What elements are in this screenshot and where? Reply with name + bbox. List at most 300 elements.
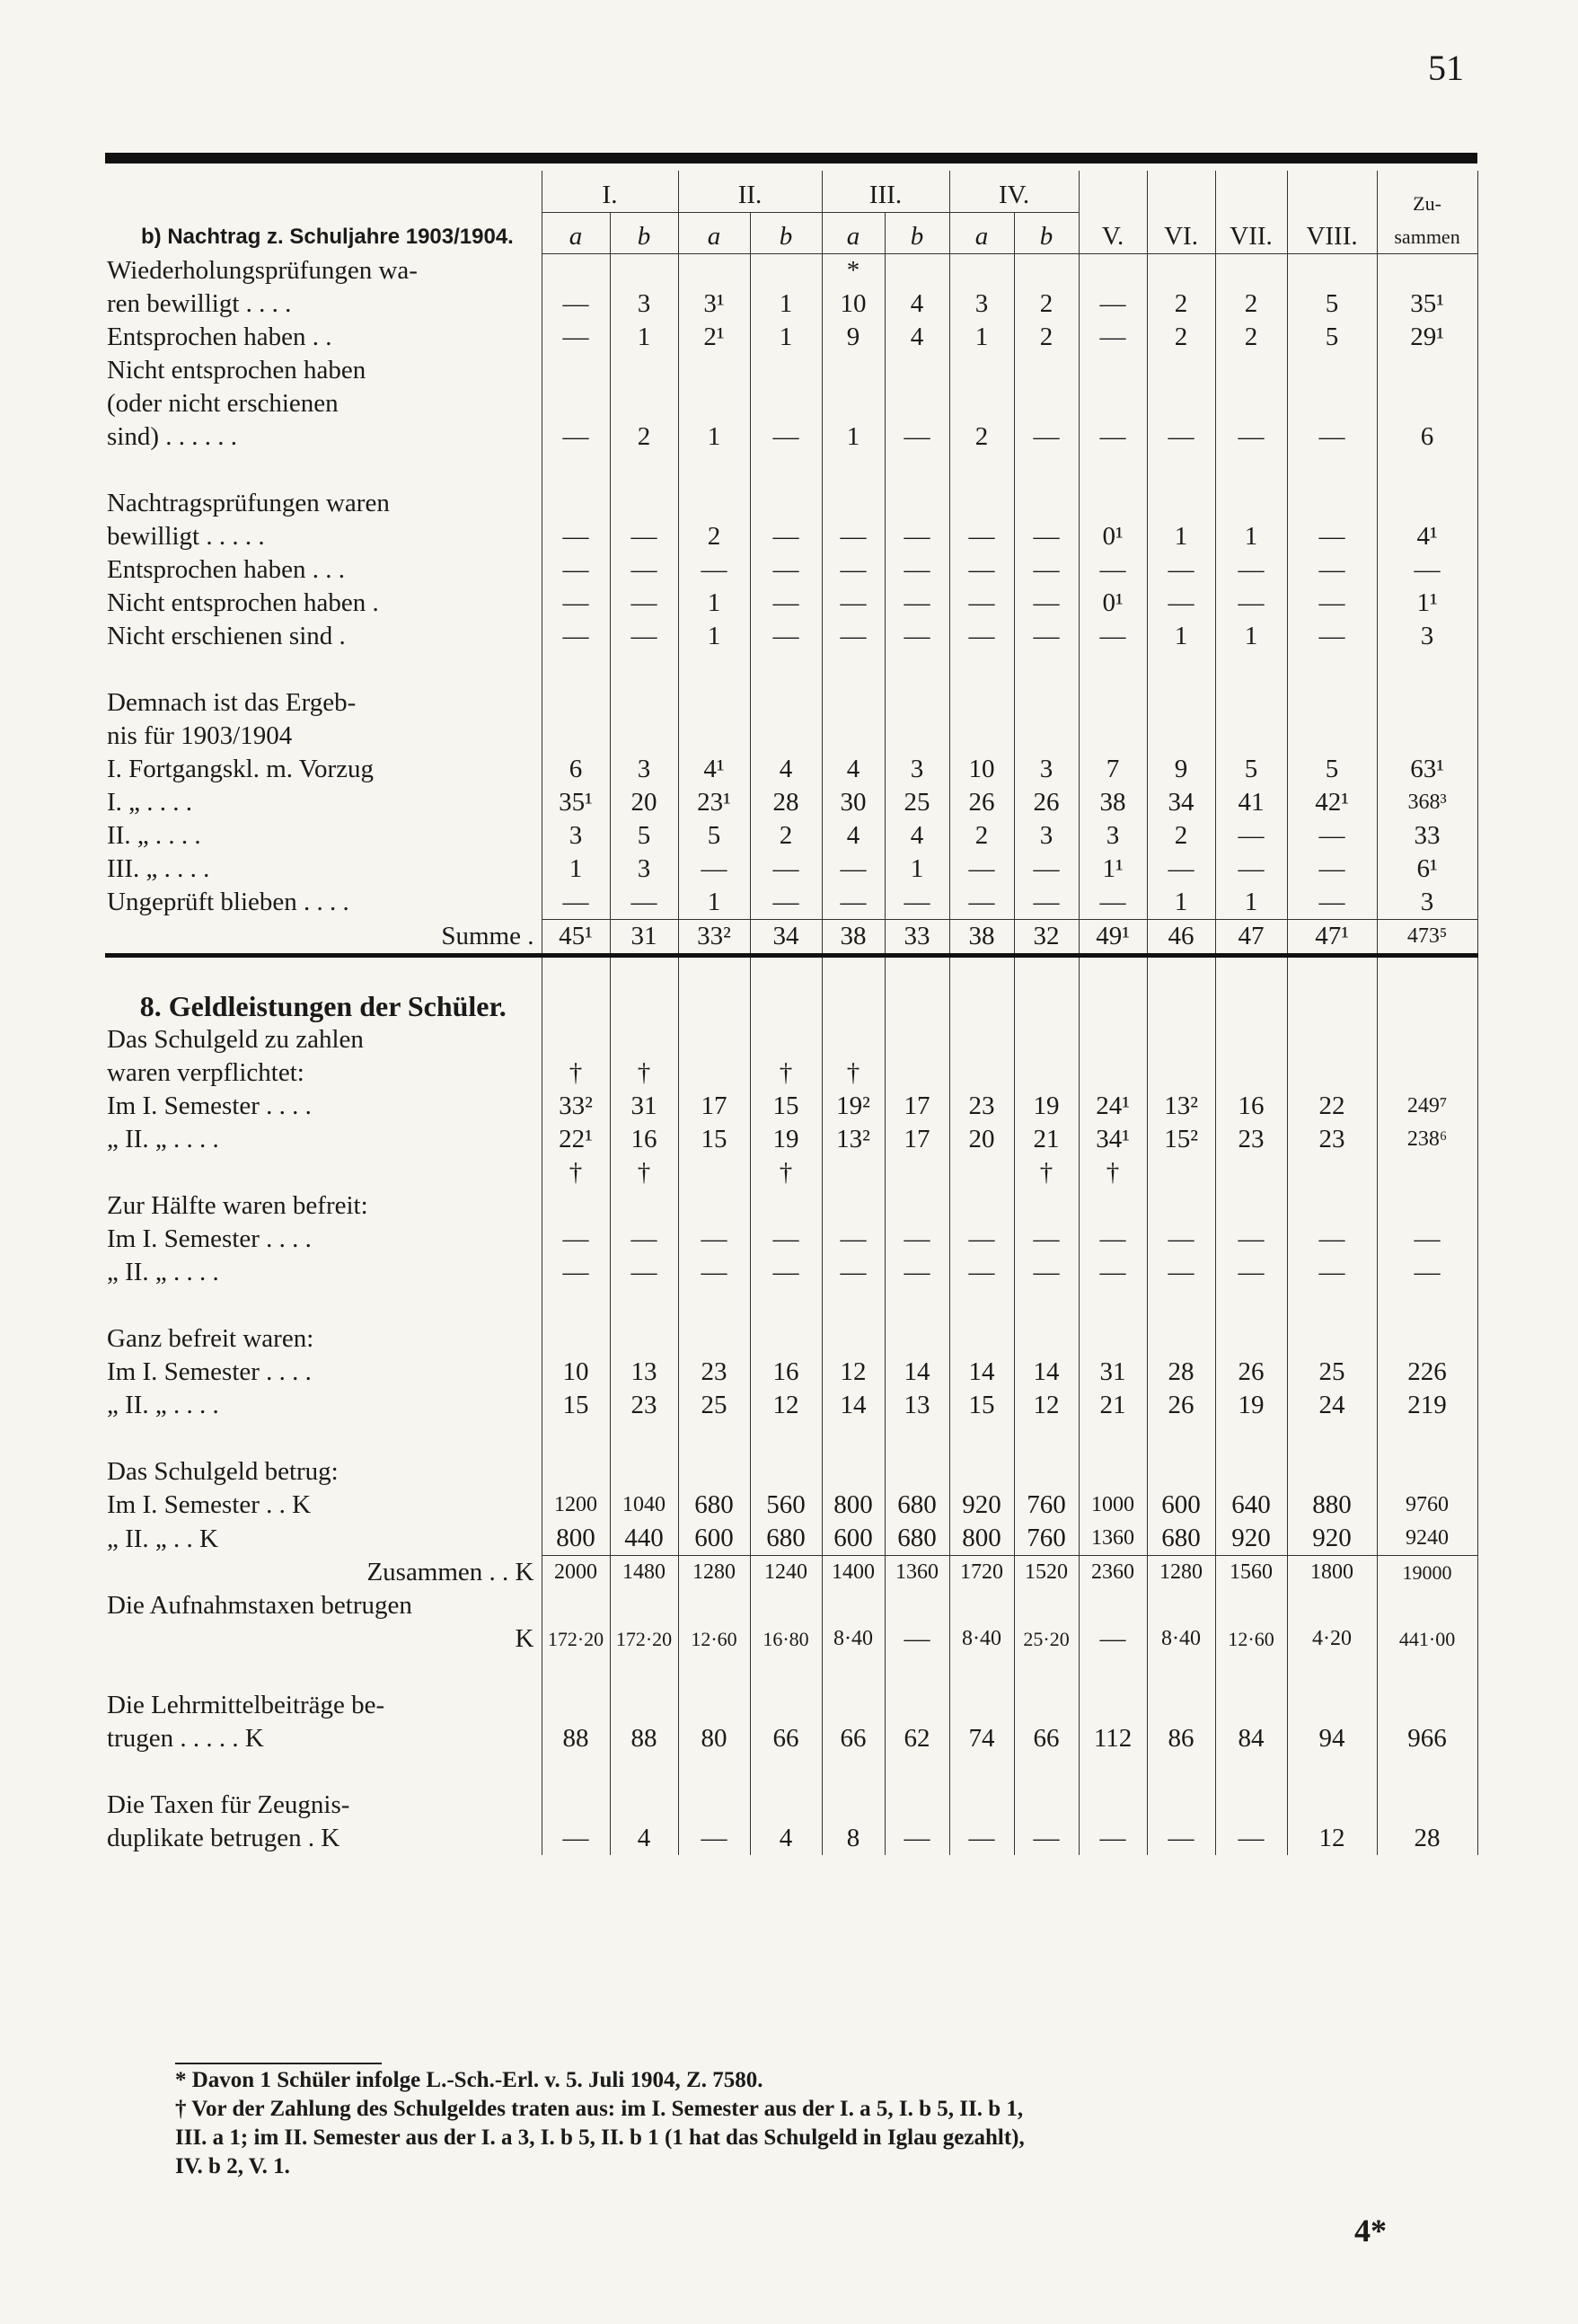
table-cell: — — [1014, 1256, 1079, 1289]
table-cell: — — [610, 1223, 678, 1256]
table-cell — [822, 1023, 885, 1056]
table-cell: 2 — [1014, 321, 1079, 354]
table-cell: 17 — [885, 1090, 949, 1123]
table-cell: — — [1147, 1256, 1215, 1289]
table-cell — [1079, 955, 1147, 1023]
table-cell: 46 — [1147, 919, 1215, 955]
table-cell: 26 — [1014, 786, 1079, 819]
table-cell — [822, 454, 885, 487]
col-group-IV: IV. — [949, 171, 1079, 212]
table-cell — [1079, 1589, 1147, 1622]
row-label: bewilligt . . . . . — [107, 521, 265, 551]
table-cell — [1215, 653, 1287, 686]
table-cell — [1079, 653, 1147, 686]
table-cell: 600 — [822, 1522, 885, 1556]
table-cell: 23¹ — [678, 786, 750, 819]
table-cell: 42¹ — [1287, 786, 1377, 819]
table-cell — [1215, 720, 1287, 753]
table-cell: 1 — [678, 587, 750, 620]
table-cell: 3 — [1014, 753, 1079, 786]
table-cell: — — [1287, 1256, 1377, 1289]
table-cell: 5 — [1287, 287, 1377, 321]
table-cell — [750, 1789, 822, 1822]
table-cell — [542, 1455, 610, 1489]
table-cell: 6 — [1377, 420, 1477, 454]
table-cell: 172·20 — [610, 1622, 678, 1656]
table-cell: 35¹ — [542, 786, 610, 819]
table-cell — [949, 387, 1014, 420]
table-cell — [1377, 653, 1477, 686]
table-row — [105, 253, 1477, 287]
table-cell — [949, 1156, 1014, 1189]
row-label: „ II. „ . . . . — [107, 1258, 219, 1286]
table-cell — [1215, 1789, 1287, 1822]
table-cell — [750, 1755, 822, 1789]
footnote-4: IV. b 2, V. 1. — [175, 2154, 290, 2178]
table-cell: 800 — [822, 1489, 885, 1522]
table-cell — [678, 1789, 750, 1822]
table-cell: — — [949, 587, 1014, 620]
table-cell — [1377, 1455, 1477, 1489]
table-cell — [822, 1322, 885, 1356]
table-cell — [610, 686, 678, 720]
table-cell: 1 — [542, 853, 610, 886]
table-cell: 15 — [750, 1090, 822, 1123]
row-label: Nicht entsprochen haben — [107, 355, 366, 384]
table-cell — [750, 720, 822, 753]
table-cell — [542, 487, 610, 520]
table-cell — [1147, 1789, 1215, 1822]
table-cell — [1377, 1589, 1477, 1622]
table-cell — [610, 1755, 678, 1789]
table-row — [105, 853, 1477, 886]
sub-b: b — [610, 212, 678, 253]
table-cell: 25·20 — [1014, 1622, 1079, 1656]
table-cell — [822, 955, 885, 1023]
table-row — [105, 1123, 1477, 1156]
table-cell — [949, 1056, 1014, 1090]
table-cell: 19 — [1014, 1090, 1079, 1123]
row-label — [105, 1422, 542, 1455]
table-cell: — — [1079, 420, 1147, 454]
table-cell: 49¹ — [1079, 919, 1147, 955]
table-cell: — — [949, 1822, 1014, 1855]
table-cell — [1147, 720, 1215, 753]
table-row — [105, 1622, 1477, 1656]
table-cell — [1215, 454, 1287, 487]
table-cell — [1147, 955, 1215, 1023]
table-row — [105, 919, 1477, 955]
table-cell: † — [1079, 1156, 1147, 1189]
section-8-title: 8. Geldleistungen der Schüler. — [139, 990, 507, 1022]
table-cell: 33 — [1377, 819, 1477, 853]
table-cell — [1215, 1422, 1287, 1455]
table-cell — [678, 1023, 750, 1056]
table-cell — [949, 454, 1014, 487]
table-cell: 4 — [610, 1822, 678, 1855]
table-cell: — — [750, 620, 822, 653]
table-cell — [1377, 1689, 1477, 1722]
table-cell: 12 — [1014, 1389, 1079, 1422]
table-cell — [1079, 1789, 1147, 1822]
table-cell — [1014, 253, 1079, 287]
table-cell — [1079, 1755, 1147, 1789]
table-cell: — — [1147, 1822, 1215, 1855]
table-cell — [822, 1589, 885, 1622]
table-cell — [885, 1023, 949, 1056]
table-cell: — — [1014, 520, 1079, 553]
table-cell: 9 — [1147, 753, 1215, 786]
table-cell — [750, 487, 822, 520]
table-cell — [678, 487, 750, 520]
table-cell: 17 — [678, 1090, 750, 1123]
table-cell: 13 — [885, 1389, 949, 1422]
table-cell — [610, 1289, 678, 1322]
signature-mark: 4* — [1354, 2213, 1387, 2249]
table-cell — [1215, 1689, 1287, 1722]
table-cell — [1215, 253, 1287, 287]
table-cell: 31 — [1079, 1356, 1147, 1389]
table-cell: 219 — [1377, 1389, 1477, 1422]
table-cell — [885, 387, 949, 420]
table-cell — [949, 1289, 1014, 1322]
table-cell — [1287, 1422, 1377, 1455]
table-cell — [1287, 720, 1377, 753]
table-cell: 19 — [750, 1123, 822, 1156]
table-cell: 1 — [1147, 620, 1215, 653]
table-cell — [822, 1689, 885, 1722]
table-cell: 19 — [1215, 1389, 1287, 1422]
table-cell: 3 — [885, 753, 949, 786]
table-cell: 4 — [885, 287, 949, 321]
table-cell — [750, 653, 822, 686]
table-cell: 10 — [822, 287, 885, 321]
table-cell: 13² — [822, 1123, 885, 1156]
table-cell: 1 — [750, 321, 822, 354]
table-cell: — — [822, 620, 885, 653]
table-cell — [610, 487, 678, 520]
table-cell — [949, 653, 1014, 686]
table-cell: 1 — [678, 620, 750, 653]
table-cell — [1014, 1789, 1079, 1822]
table-cell — [1014, 1656, 1079, 1689]
sub-a: a — [542, 212, 610, 253]
table-cell — [1287, 1289, 1377, 1322]
table-cell: — — [678, 1223, 750, 1256]
table-row — [105, 1356, 1477, 1389]
table-cell — [1287, 1455, 1377, 1489]
table-cell: 10 — [542, 1356, 610, 1389]
table-row — [105, 786, 1477, 819]
table-cell — [1014, 1689, 1079, 1722]
table-cell: 1 — [949, 321, 1014, 354]
col-group-II: II. — [678, 171, 822, 212]
table-cell — [822, 1755, 885, 1789]
table-cell — [750, 1689, 822, 1722]
table-cell: 16 — [750, 1356, 822, 1389]
table-cell — [1014, 955, 1079, 1023]
table-cell — [1014, 1589, 1079, 1622]
table-cell — [1215, 1755, 1287, 1789]
table-cell — [885, 454, 949, 487]
table-cell: 680 — [750, 1522, 822, 1556]
table-cell: — — [1287, 520, 1377, 553]
table-cell — [1215, 1156, 1287, 1189]
table-cell — [542, 1322, 610, 1356]
row-label: III. „ . . . . — [107, 853, 210, 883]
table-cell: — — [750, 420, 822, 454]
table-cell: 21 — [1079, 1389, 1147, 1422]
table-cell: 920 — [1287, 1522, 1377, 1556]
table-cell: 2 — [1147, 321, 1215, 354]
table-cell: — — [949, 1223, 1014, 1256]
row-label: Ungeprüft blieben . . . . — [107, 888, 349, 916]
table-cell: — — [542, 1223, 610, 1256]
table-cell: 14 — [1014, 1356, 1079, 1389]
table-cell: 1560 — [1215, 1556, 1287, 1590]
table-cell: 16·80 — [750, 1622, 822, 1656]
table-cell — [1377, 720, 1477, 753]
table-cell: — — [1287, 420, 1377, 454]
table-cell — [1014, 387, 1079, 420]
table-cell: 9760 — [1377, 1489, 1477, 1522]
table-cell: 1040 — [610, 1489, 678, 1522]
table-cell — [1215, 1322, 1287, 1356]
table-cell: — — [1079, 321, 1147, 354]
table-row — [105, 1822, 1477, 1855]
table-row — [105, 1489, 1477, 1522]
table-cell — [542, 1689, 610, 1722]
row-label: „ II. „ . . . . — [107, 1125, 219, 1153]
table-cell: 4 — [750, 1822, 822, 1855]
table-cell: — — [750, 1223, 822, 1256]
table-cell: — — [1014, 620, 1079, 653]
table-row — [105, 620, 1477, 653]
table-row — [105, 886, 1477, 920]
table-row — [105, 454, 1477, 487]
table-cell: † — [822, 1056, 885, 1090]
row-label: K — [515, 1624, 534, 1653]
table-cell — [678, 1589, 750, 1622]
table-cell: — — [610, 886, 678, 920]
table-cell: 1720 — [949, 1556, 1014, 1590]
table-cell — [1215, 1023, 1287, 1056]
table-cell — [610, 1589, 678, 1622]
table-cell: 473⁵ — [1377, 919, 1477, 955]
table-cell: — — [610, 553, 678, 587]
table-cell — [1377, 955, 1477, 1023]
table-cell — [885, 1422, 949, 1455]
table-cell: 45¹ — [542, 919, 610, 955]
sub-a: a — [678, 212, 750, 253]
table-cell: 28 — [750, 786, 822, 819]
table-cell: 880 — [1287, 1489, 1377, 1522]
table-cell — [1014, 686, 1079, 720]
table-cell: — — [542, 1822, 610, 1855]
table-cell: 4 — [885, 321, 949, 354]
table-cell: — — [822, 520, 885, 553]
table-cell — [1079, 686, 1147, 720]
table-row — [105, 1455, 1477, 1489]
table-cell: — — [1287, 853, 1377, 886]
table-cell: 3 — [1377, 886, 1477, 920]
table-cell — [822, 1422, 885, 1455]
table-cell — [1377, 1156, 1477, 1189]
table-cell — [885, 653, 949, 686]
table-cell — [1079, 1656, 1147, 1689]
table-cell: — — [1215, 587, 1287, 620]
table-cell — [1014, 487, 1079, 520]
table-cell: — — [885, 1822, 949, 1855]
table-cell: 34¹ — [1079, 1123, 1147, 1156]
table-row — [105, 1556, 1477, 1590]
table-cell: 12 — [1287, 1822, 1377, 1855]
table-cell — [1287, 253, 1377, 287]
table-cell — [1215, 1189, 1287, 1223]
footnote-rule — [175, 2063, 382, 2064]
table-cell: — — [949, 886, 1014, 920]
table-row — [105, 387, 1477, 420]
table-cell — [1079, 354, 1147, 387]
table-cell — [610, 454, 678, 487]
table-cell: 38 — [822, 919, 885, 955]
table-cell: † — [542, 1156, 610, 1189]
table-cell — [949, 1689, 1014, 1722]
table-cell: — — [678, 1256, 750, 1289]
row-label: Demnach ist das Ergeb- — [107, 687, 357, 717]
table-cell: † — [750, 1056, 822, 1090]
table-cell — [542, 1289, 610, 1322]
table-cell — [949, 1422, 1014, 1455]
table-cell: 62 — [885, 1722, 949, 1755]
table-cell — [1287, 1056, 1377, 1090]
table-cell — [678, 1656, 750, 1689]
table-cell: — — [885, 620, 949, 653]
table-cell — [1147, 1589, 1215, 1622]
table-cell: 9 — [822, 321, 885, 354]
table-cell — [678, 1289, 750, 1322]
table-cell — [1215, 487, 1287, 520]
table-cell: — — [1147, 553, 1215, 587]
row-label: Die Taxen für Zeugnis- — [107, 1790, 350, 1819]
table-cell — [678, 653, 750, 686]
table-cell — [542, 1023, 610, 1056]
table-cell — [610, 1656, 678, 1689]
table-cell: 226 — [1377, 1356, 1477, 1389]
table-cell — [822, 487, 885, 520]
table-cell: 5 — [610, 819, 678, 853]
table-cell: 25 — [1287, 1356, 1377, 1389]
table-cell: 19000 — [1377, 1556, 1477, 1590]
table-cell: 640 — [1215, 1489, 1287, 1522]
table-cell — [1079, 487, 1147, 520]
table-cell — [610, 1023, 678, 1056]
table-row — [105, 287, 1477, 321]
table-cell — [949, 1589, 1014, 1622]
table-cell — [610, 1189, 678, 1223]
table-cell: — — [1079, 287, 1147, 321]
table-cell — [750, 454, 822, 487]
table-cell — [949, 1322, 1014, 1356]
table-cell — [1377, 487, 1477, 520]
table-cell — [822, 1289, 885, 1322]
footnote-3: III. a 1; im II. Semester aus der I. a 3, I. b 5, II. b 1 (1 hat das Schulgeld in Iglau gezahlt), — [175, 2125, 1025, 2150]
table-cell — [750, 1656, 822, 1689]
table-cell: 760 — [1014, 1489, 1079, 1522]
table-cell — [610, 1689, 678, 1722]
table-cell: 1¹ — [1079, 853, 1147, 886]
table-row — [105, 1156, 1477, 1189]
table-cell: — — [542, 620, 610, 653]
table-cell: 1 — [1215, 520, 1287, 553]
table-cell — [885, 1789, 949, 1822]
table-cell: 560 — [750, 1489, 822, 1522]
table-row — [105, 1256, 1477, 1289]
table-cell: 1 — [1147, 520, 1215, 553]
table-cell: 1360 — [1079, 1522, 1147, 1556]
table-cell — [542, 1755, 610, 1789]
table-row — [105, 1422, 1477, 1455]
table-cell: — — [1079, 1822, 1147, 1855]
table-cell: 4 — [750, 753, 822, 786]
table-cell: 0¹ — [1079, 520, 1147, 553]
table-cell: 2 — [949, 420, 1014, 454]
table-cell — [822, 354, 885, 387]
table-cell — [750, 354, 822, 387]
table-cell — [542, 653, 610, 686]
table-cell: — — [1215, 819, 1287, 853]
table-cell: — — [1014, 587, 1079, 620]
table-cell: — — [750, 886, 822, 920]
table-cell — [1377, 1422, 1477, 1455]
table-cell — [1287, 1755, 1377, 1789]
table-cell: 680 — [1147, 1522, 1215, 1556]
footnotes — [175, 2066, 1450, 2181]
table-cell: 2 — [1215, 321, 1287, 354]
table-cell — [949, 1189, 1014, 1223]
table-cell: 2 — [1147, 819, 1215, 853]
table-cell: 23 — [1287, 1123, 1377, 1156]
table-cell — [1014, 720, 1079, 753]
table-cell: 1520 — [1014, 1556, 1079, 1590]
table-cell: 29¹ — [1377, 321, 1477, 354]
table-cell: 16 — [610, 1123, 678, 1156]
table-cell — [885, 1189, 949, 1223]
table-cell — [1147, 1289, 1215, 1322]
table-cell: † — [750, 1156, 822, 1189]
table-cell — [678, 1156, 750, 1189]
table-cell: — — [610, 520, 678, 553]
table-cell: 3¹ — [678, 287, 750, 321]
table-cell: 1200 — [542, 1489, 610, 1522]
table-cell: — — [1147, 1223, 1215, 1256]
table-cell: — — [1287, 620, 1377, 653]
table-cell: 2 — [678, 520, 750, 553]
table-cell — [1014, 1755, 1079, 1789]
table-cell: — — [1079, 1256, 1147, 1289]
table-cell: 4 — [822, 819, 885, 853]
table-cell: 15 — [949, 1389, 1014, 1422]
table-cell — [1079, 1689, 1147, 1722]
table-cell: 3 — [949, 287, 1014, 321]
table-cell: 920 — [949, 1489, 1014, 1522]
table-cell — [1147, 1189, 1215, 1223]
table-cell — [1079, 1289, 1147, 1322]
table-cell: — — [750, 587, 822, 620]
table-cell — [1377, 686, 1477, 720]
table-cell — [885, 1755, 949, 1789]
table-cell — [542, 387, 610, 420]
